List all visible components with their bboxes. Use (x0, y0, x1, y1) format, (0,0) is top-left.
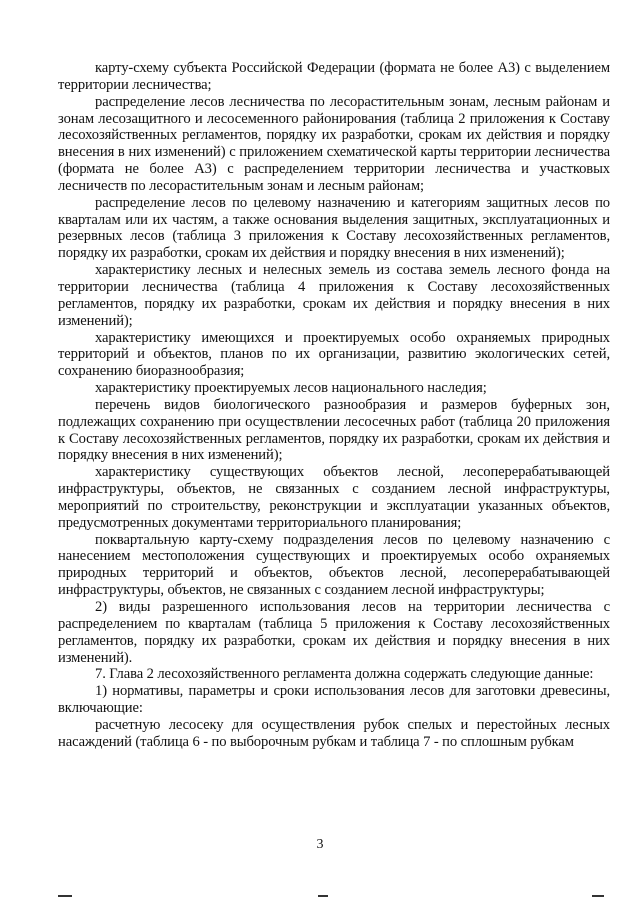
paragraph-allowable-cut: расчетную лесосеку для осуществления рубок спелых и перестойных лесных насаждений (таблица 6 - по выборочным рубкам и таблица 7 - по сплошным рубкам (58, 716, 610, 750)
paragraph-purpose-categories: распределение лесов по целевому назначению и категориям защитных лесов по кварталам или их частям, а также основания выделения защитных, эксплуатационных и резервных лесов (таблица 3 приложения к Составу лесохозяйственных регламентов, порядку их разработки, срокам их действия и порядку внесения в них изменений); (58, 194, 610, 262)
paragraph-national-heritage: характеристику проектируемых лесов национального наследия; (95, 380, 487, 397)
paragraph-forest-zones: распределение лесов лесничества по лесорастительным зонам, лесным районам и зонам лесозащитного и лесосеменного районирования (таблица 2 приложения к Составу лесохозяйственных регламентов, порядку их разработки, срокам их действия и порядку внесения в них изменений) с приложением схематической карты территории лесничества (формата не более А3) с распределением территории лесничества и участковых лесничеств по лесорастительным зонам и лесным районам; (58, 93, 610, 194)
scan-edge-mark (592, 895, 604, 897)
paragraph-infrastructure: характеристику существующих объектов лесной, лесоперерабатывающей инфраструктуры, объектов, не связанных с созданием лесной инфраструктуры, мероприятий по строительству, реконструкции и эксплуатации указанных объектов, предусмотренных документами территориального планирования; (58, 464, 610, 531)
paragraph-chapter-2-heading: 7. Глава 2 лесохозяйственного регламента должна содержать следующие данные: (95, 666, 594, 683)
paragraph-land-characteristics: характеристику лесных и нелесных земель из состава земель лесного фонда на территории лесничества (таблица 4 приложения к Составу лесохозяйственных регламентов, порядку их разработки, срокам их действия и порядку внесения в них изменений); (58, 262, 610, 329)
paragraph-harvest-norms: 1) нормативы, параметры и сроки использования лесов для заготовки древесины, включающие: (58, 683, 610, 717)
scan-edge-mark (318, 895, 328, 897)
page-number: 3 (316, 837, 324, 852)
document-body (58, 60, 610, 751)
paragraph-quarter-map: поквартальную карту-схему подразделения лесов по целевому назначению с нанесением местоположения существующих и проектируемых особо охраняемых природных территорий и объектов, объектов лесной, лесоперерабатывающей инфраструктуры, объектов, не связанных с созданием лесной инфраструктуры; (58, 531, 610, 599)
paragraph-forestry-map: карту-схему субъекта Российской Федерации (формата не более А3) с выделением территории лесничества; (58, 60, 610, 93)
scan-edge-mark (58, 895, 72, 897)
paragraph-biodiversity-list: перечень видов биологического разнообразия и размеров буферных зон, подлежащих сохранению при осуществлении лесосечных работ (таблица 20 приложения к Составу лесохозяйственных регламентов, порядку их разработки, срокам их действия и порядку внесения в них изменений); (58, 396, 610, 464)
paragraph-protected-areas: характеристику имеющихся и проектируемых особо охраняемых природных территорий и объектов, планов по их организации, развитию экологических сетей, сохранению биоразнообразия; (58, 329, 610, 380)
paragraph-permitted-uses: 2) виды разрешенного использования лесов на территории лесничества с распределением по кварталам (таблица 5 приложения к Составу лесохозяйственных регламентов, порядку их разработки, срокам их действия и порядку внесения в них изменений). (58, 599, 610, 666)
